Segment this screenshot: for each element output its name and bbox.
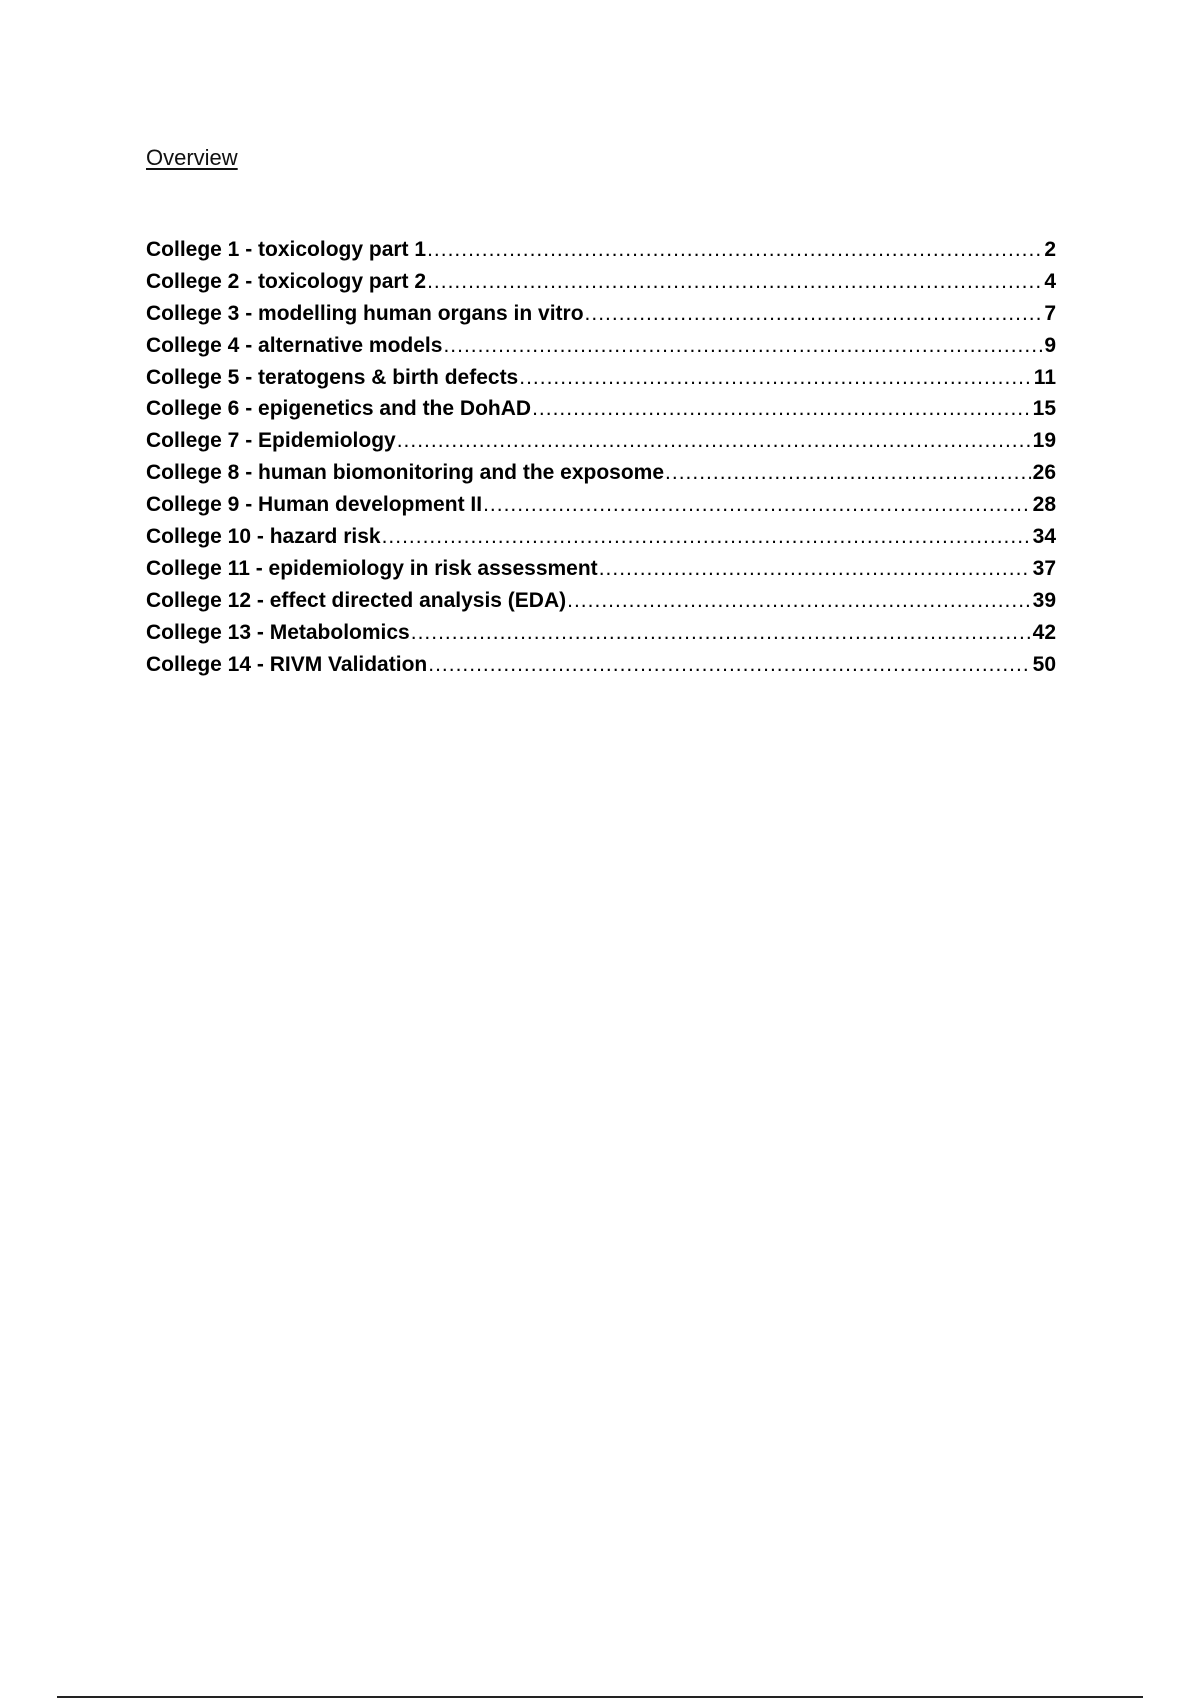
toc-entry-1[interactable] — [146, 238, 1056, 270]
toc-entry-2[interactable] — [146, 270, 1056, 302]
overview-heading: Overview — [146, 145, 238, 170]
toc-entry-3[interactable] — [146, 302, 1056, 334]
toc-entry-page: 42 — [1032, 620, 1056, 644]
toc-entry-page: 50 — [1032, 652, 1056, 676]
toc-entry-page: 34 — [1032, 525, 1056, 549]
toc-entry-title: College 2 - toxicology part 2 — [146, 269, 427, 293]
toc-entry-title: College 4 - alternative models — [146, 333, 443, 357]
toc-entry-title: College 6 - epigenetics and the DohAD — [146, 397, 532, 421]
toc-dot-leader — [428, 653, 1030, 677]
toc-entry-title: College 12 - effect directed analysis (EDA) — [146, 588, 567, 612]
toc-dot-leader — [427, 270, 1042, 294]
toc-dot-leader — [411, 621, 1031, 645]
toc-entry-11[interactable] — [146, 557, 1056, 589]
toc-entry-13[interactable] — [146, 621, 1056, 653]
toc-entry-page: 37 — [1032, 556, 1056, 580]
toc-dot-leader — [397, 429, 1031, 453]
toc-entry-title: College 1 - toxicology part 1 — [146, 238, 427, 261]
toc-dot-leader — [519, 366, 1032, 390]
toc-entry-page: 4 — [1044, 269, 1056, 293]
toc-entry-page: 11 — [1033, 365, 1056, 389]
toc-entry-title: College 8 - human biomonitoring and the exposome — [146, 461, 665, 485]
toc-entry-title: College 5 - teratogens & birth defects — [146, 365, 519, 389]
toc-entry-14[interactable] — [146, 653, 1056, 685]
toc-entry-title: College 3 - modelling human organs in vitro — [146, 301, 584, 325]
toc-dot-leader — [483, 493, 1031, 517]
toc-entry-page: 7 — [1044, 301, 1056, 325]
toc-entry-page: 26 — [1032, 461, 1056, 485]
toc-dot-leader — [382, 525, 1031, 549]
toc-entry-page: 39 — [1032, 588, 1056, 612]
toc-entry-6[interactable] — [146, 397, 1056, 429]
toc-entry-page: 15 — [1032, 397, 1056, 421]
toc-entry-title: College 11 - epidemiology in risk assessment — [146, 556, 598, 580]
toc-entry-title: College 9 - Human development II — [146, 493, 483, 517]
toc-entry-page: 2 — [1044, 238, 1056, 261]
footer-divider — [57, 1696, 1143, 1698]
toc-dot-leader — [599, 557, 1031, 581]
toc-dot-leader — [532, 397, 1031, 421]
toc-entry-page: 28 — [1032, 493, 1056, 517]
table-of-contents — [146, 238, 1056, 684]
toc-entry-title: College 13 - Metabolomics — [146, 620, 410, 644]
toc-entry-page: 19 — [1032, 429, 1056, 453]
toc-entry-9[interactable] — [146, 493, 1056, 525]
toc-dot-leader — [567, 589, 1031, 613]
toc-entry-page: 9 — [1044, 333, 1056, 357]
toc-entry-4[interactable] — [146, 334, 1056, 366]
toc-dot-leader — [443, 334, 1042, 358]
toc-entry-title: College 14 - RIVM Validation — [146, 652, 428, 676]
toc-entry-title: College 7 - Epidemiology — [146, 429, 396, 453]
toc-dot-leader — [665, 461, 1031, 485]
toc-entry-title: College 10 - hazard risk — [146, 525, 381, 549]
toc-entry-7[interactable] — [146, 429, 1056, 461]
toc-entry-5[interactable] — [146, 366, 1056, 398]
toc-entry-12[interactable] — [146, 589, 1056, 621]
toc-entry-10[interactable] — [146, 525, 1056, 557]
toc-entry-8[interactable] — [146, 461, 1056, 493]
toc-dot-leader — [427, 238, 1042, 262]
toc-dot-leader — [585, 302, 1043, 326]
